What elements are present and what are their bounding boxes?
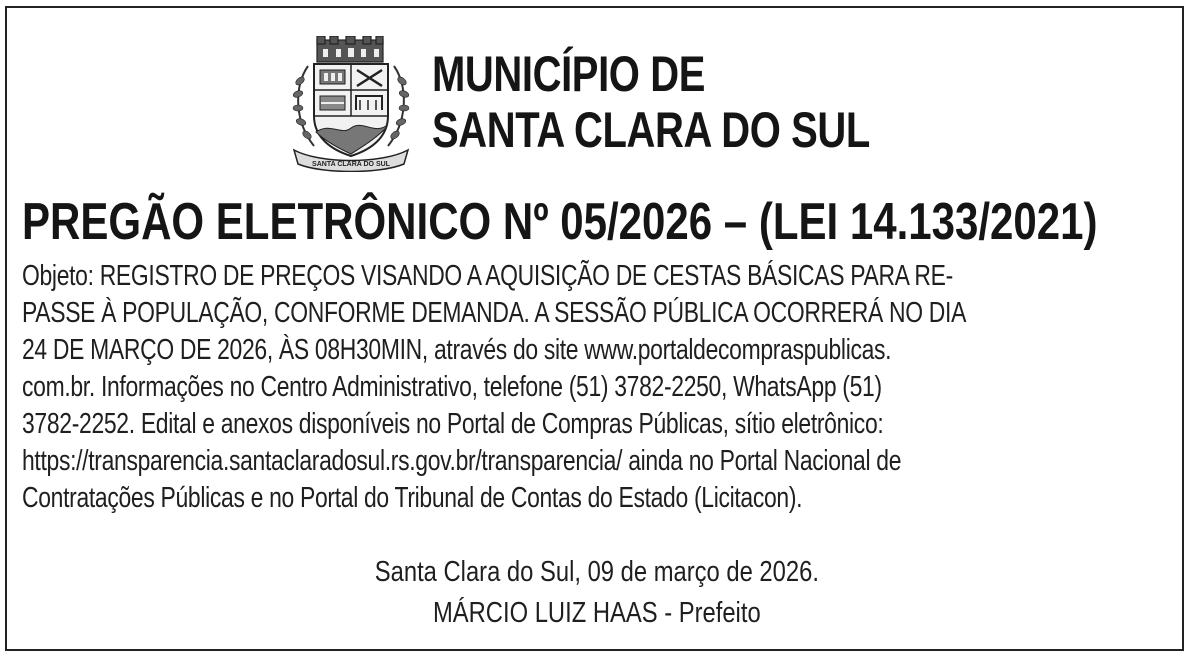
notice-body-line: PASSE À POPULAÇÃO, CONFORME DEMANDA. A SESSÃO PÚBLICA OCORRERÁ NO DIA xyxy=(22,297,967,329)
notice-body-line: 3782-2252. Edital e anexos disponíveis no Portal de Compras Públicas, sítio eletrônico: xyxy=(22,408,884,440)
municipality-name-line1: MUNICÍPIO DE xyxy=(432,46,705,102)
signatory xyxy=(0,595,1193,632)
municipality-name-line2: SANTA CLARA DO SUL xyxy=(432,102,870,158)
notice-body-line: https://transparencia.santaclaradosul.rs.gov.br/transparencia/ ainda no Portal Nacional de xyxy=(22,445,902,477)
notice-body xyxy=(22,258,1174,517)
notice-title: PREGÃO ELETRÔNICO Nº 05/2026 – (LEI 14.133/2021) xyxy=(22,193,1098,251)
notice-body-line: Objeto: REGISTRO DE PREÇOS VISANDO A AQUISIÇÃO DE CESTAS BÁSICAS PARA RE- xyxy=(22,260,953,292)
coat-of-arms-icon xyxy=(290,36,412,172)
place-date xyxy=(0,554,1193,591)
notice-body-line: Contratações Públicas e no Portal do Tribunal de Contas do Estado (Licitacon). xyxy=(22,482,803,514)
municipality-name xyxy=(432,46,870,158)
signatory-text: MÁRCIO LUIZ HAAS - Prefeito xyxy=(432,597,761,629)
notice-body-line: com.br. Informações no Centro Administrativo, telefone (51) 3782-2250, WhatsApp (51) xyxy=(22,371,882,403)
coat-of-arms-motto: SANTA CLARA DO SUL xyxy=(312,161,390,168)
place-date-text: Santa Clara do Sul, 09 de março de 2026. xyxy=(374,556,819,588)
notice-body-line: 24 DE MARÇO DE 2026, ÀS 08H30MIN, através do site www.portaldecompraspublicas. xyxy=(22,334,892,366)
